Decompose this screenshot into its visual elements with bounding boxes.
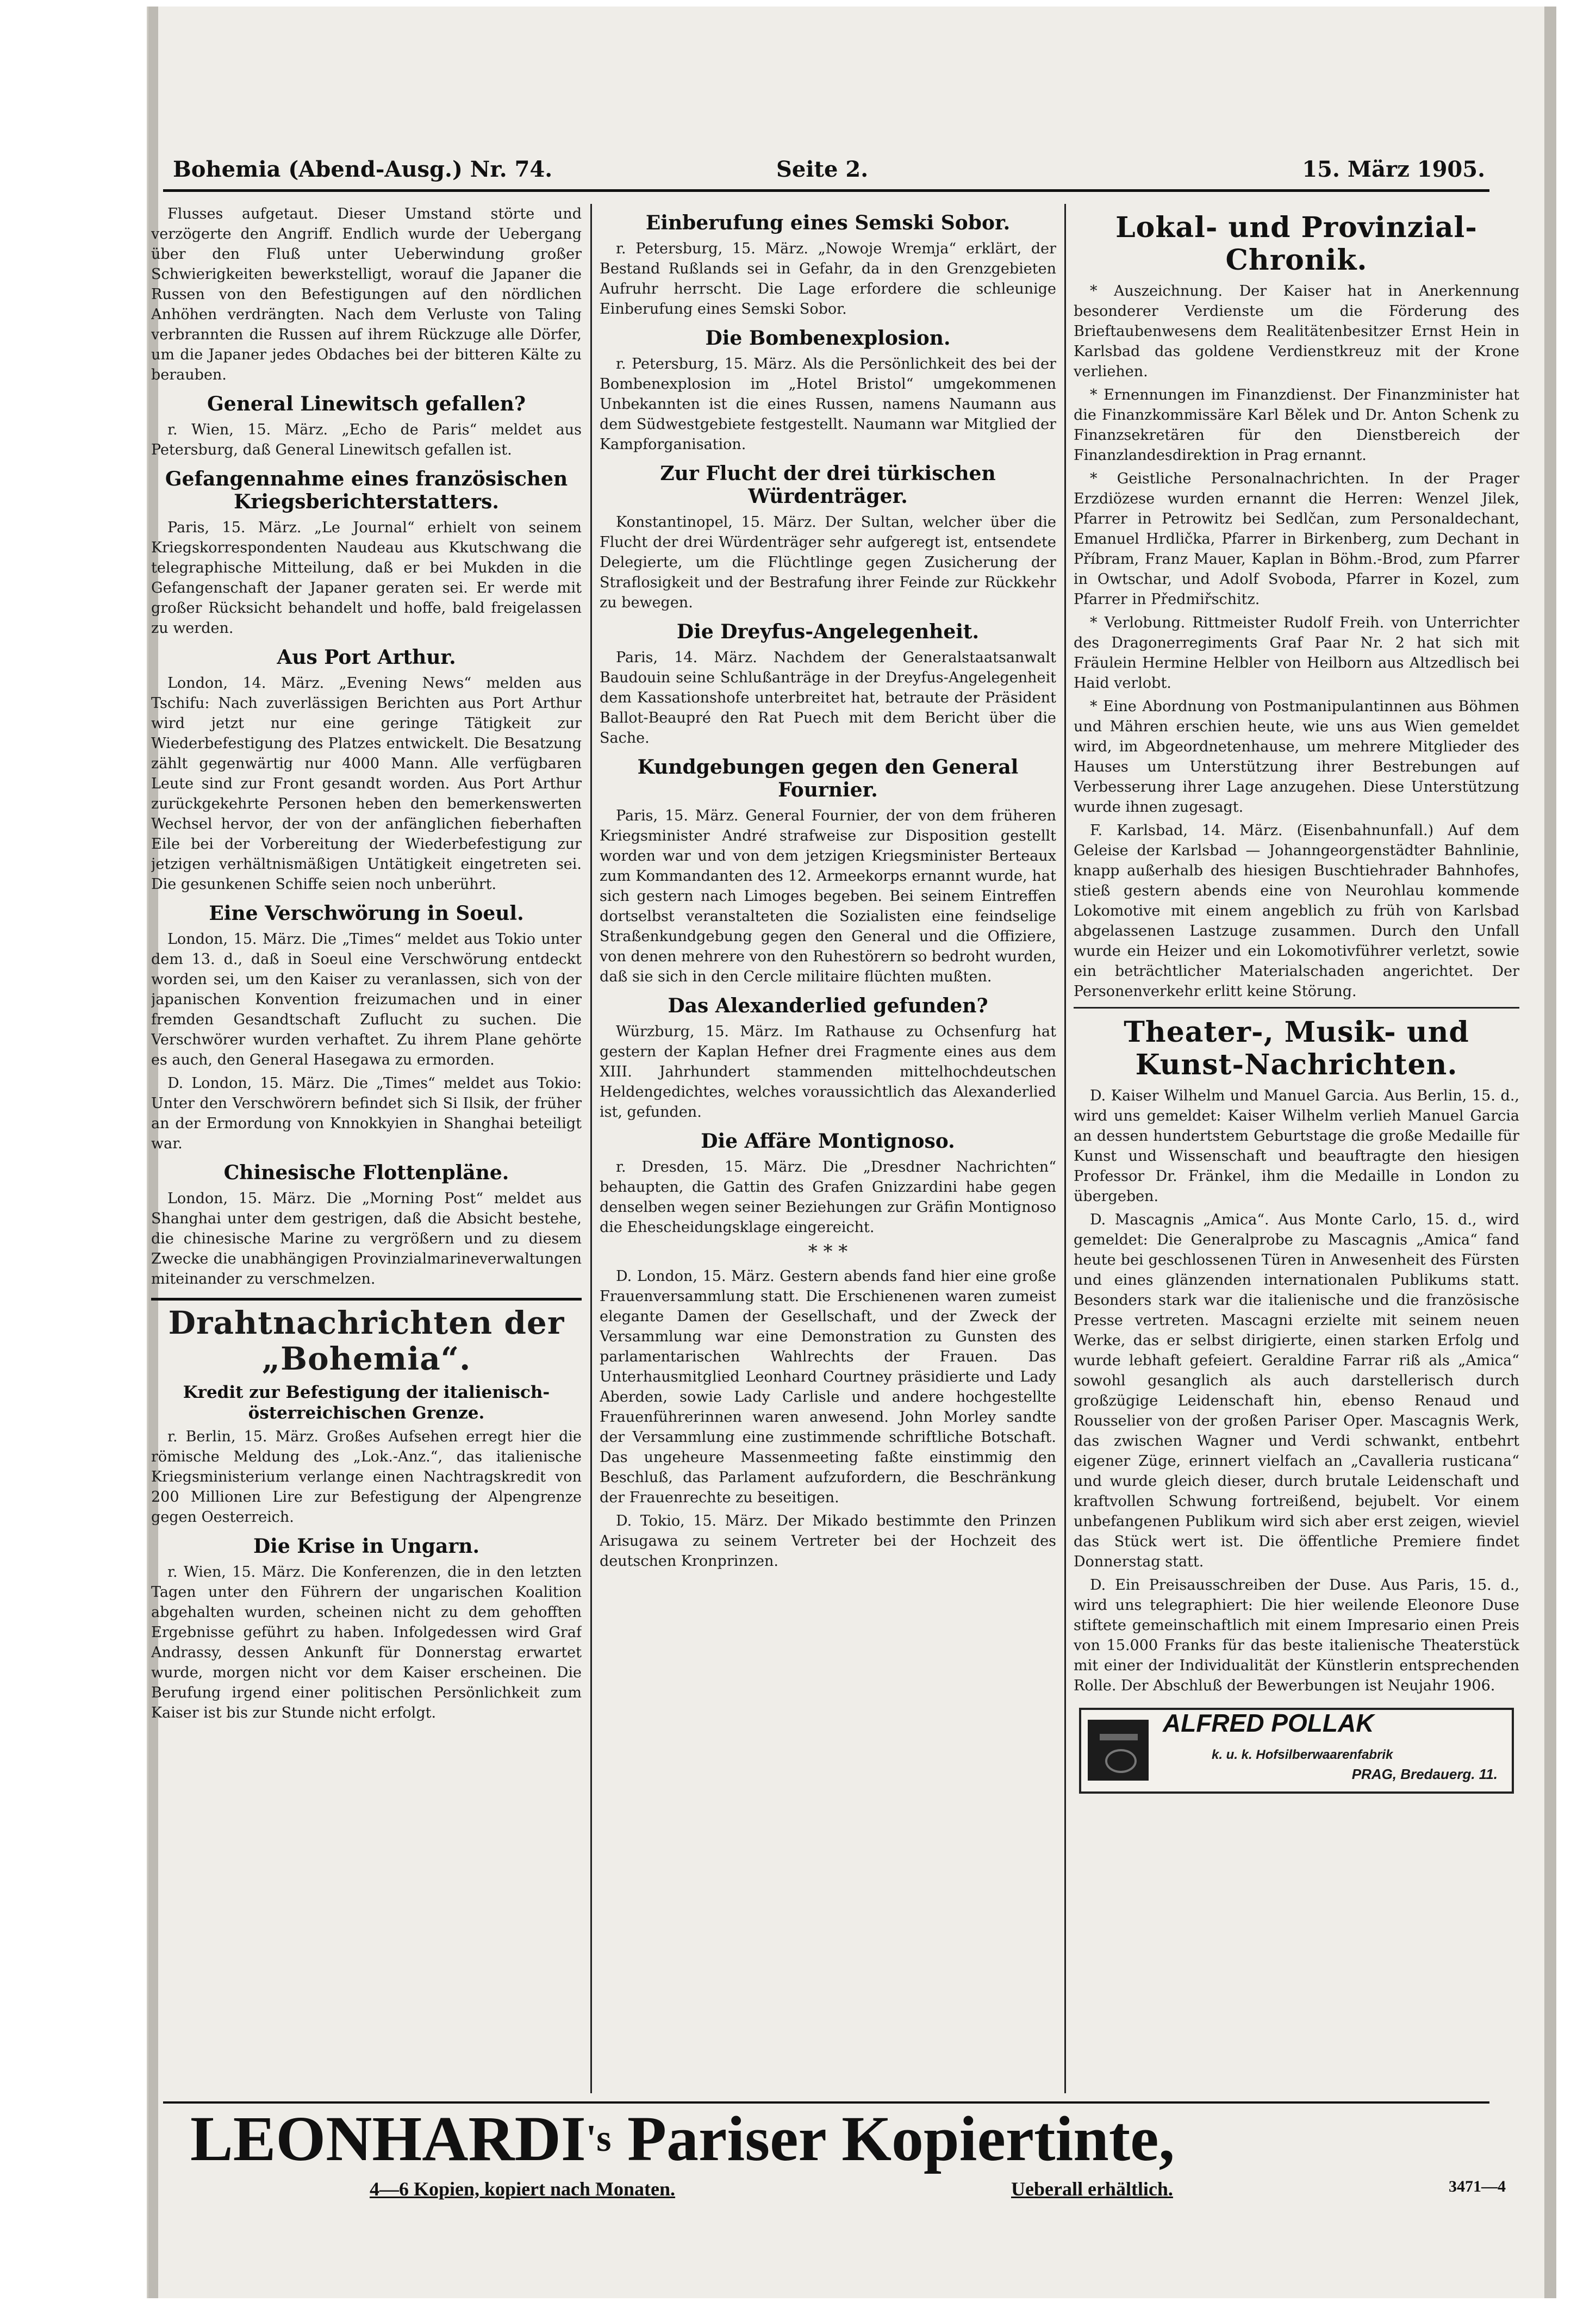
header-issue: Bohemia (Abend-Ausg.) Nr. 74. <box>173 157 553 182</box>
column-3 <box>1074 204 1519 2093</box>
banner-code: 3471—4 <box>1449 2178 1506 2195</box>
ad-firm-subtitle: k. u. k. Hofsilberwaarenfabrik <box>1212 1747 1393 1762</box>
article-text: London, 15. März. Die „Morning Post“ meldet aus Shanghai unter dem gestrigen, daß die Absicht bestehe, die chinesische Marine zu vergrößern und zu diesem Zwecke die unabhängigen Provinzialmarineverwaltungen miteinander zu verschmelzen. <box>151 1190 582 1287</box>
article-text: r. Wien, 15. März. Die Konferenzen, die in den letzten Tagen unter den Führern der ungarischen Koalition abgehalten wurden, scheinen nicht zu dem gehofften Ergebnisse geführt zu haben. Infolgedessen wird Graf Andrassy, dessen Ankunft für Donnerstag erwartet wurde, morgen nicht vor dem Kaiser erscheinen. Die Berufung irgend einer politischen Persönlichkeit zum Kaiser ist bis zur Stunde nicht erfolgt. <box>151 1564 582 1721</box>
ad-firm-name: ALFRED POLLAK <box>1163 1709 1374 1737</box>
article-heading: General Linewitsch gefallen? <box>207 393 526 415</box>
header-date: 15. März 1905. <box>1302 157 1485 182</box>
article-text: Paris, 15. März. „Le Journal“ erhielt von seinem Kriegskorrespondenten Naudeau aus Kkutschwang die telegraphische Mitteilung, daß er bei Mukden in die Gefangenschaft der Japaner geraten sei. Er werde mit großer Rücksicht behandelt und hoffe, bald freigelassen zu werden. <box>151 519 582 637</box>
section-title-lokal: Lokal- und Provinzial-Chronik. <box>1115 211 1477 277</box>
article-heading: Die Krise in Ungarn. <box>253 1535 480 1558</box>
banner-brand-suffix: 's <box>585 2118 612 2160</box>
article-text: * Verlobung. Rittmeister Rudolf Freih. von Unterrichter des Dragonerregiments Graf Paar Nr. 2 hat sich mit Fräulein Hermine Helbler von Heilborn aus Altzedlisch bei Haid verlobt. <box>1074 614 1519 692</box>
banner-claim: 4—6 Kopien, kopiert nach Monaten. <box>370 2178 676 2200</box>
section-rule <box>1074 1007 1519 1009</box>
article-text: D. London, 15. März. Die „Times“ meldet aus Tokio: Unter den Verschwörern befindet sich Si Ilsik, der früher an der Ermordung von Knnokkyien in Shanghai beteiligt war. <box>151 1075 582 1152</box>
column-rule <box>1064 204 1066 2093</box>
advertisement-pollak <box>1079 1708 1514 1794</box>
article-text: * Eine Abordnung von Postmanipulantinnen aus Böhmen und Mähren erschien heute, wie uns aus Wien gemeldet wird, im Abgeordnetenhause, um mehrere Mitglieder des Hauses um Unterstützung ihrer Bestrebungen auf Verbesserung ihrer Lage anzugehen. Diese Unterstützung wurde ihnen zugesagt. <box>1074 698 1519 816</box>
article-text: London, 15. März. Die „Times“ meldet aus Tokio unter dem 13. d., daß in Soeul eine Verschwörung entdeckt worden sei, um den Kaiser zu veranlassen, sich von der japanischen Konvention freizumachen und in einer fremden Gesandtschaft Zuflucht zu suchen. Die Verschwörer wurden verhaftet. Zu ihrem Plane gehörte es auch, den General Hasegawa zu ermorden. <box>151 931 582 1068</box>
article-heading: Das Alexanderlied gefunden? <box>668 994 988 1017</box>
section-divider-stars: * * * <box>808 1241 848 1262</box>
header-page-number: Seite 2. <box>776 157 869 182</box>
advertisement-banner <box>190 2103 1495 2175</box>
article-text: Paris, 15. März. General Fournier, der von dem früheren Kriegsminister André strafweise zur Disposition gestellt worden war und von dem jetzigen Kriegsminister Berteaux zum Kommandanten des 12. Armeekorps ernannt wurde, hat sich gestern nach Limoges begeben. Bei seinem Eintreffen dortselbst veranstalteten die Sozialisten eine feindselige Straßenkundgebung gegen den General und die Offiziere, von denen mehrere von den Ruhestörern so bedroht wurden, daß sie sich in den Cercle militaire flüchten mußten. <box>600 807 1056 985</box>
article-heading: Die Affäre Montignoso. <box>701 1130 955 1153</box>
article-heading: Gefangennahme eines französischen Kriegsberichterstatters. <box>165 468 568 513</box>
article-text: F. Karlsbad, 14. März. (Eisenbahnunfall.) Auf dem Geleise der Karlsbad — Johanngeorgenstädter Bahnlinie, knapp außerhalb des hiesigen Buschtiehrader Bahnhofes, stieß gestern abends eine von Neurohlau kommende Lokomotive mit einem angeblich zu früh von Karlsbad abgelassenen Lastzuge zusammen. Durch den Unfall wurde ein Heizer und ein Lokomotivführer verletzt, sowie ein beträchtlicher Materialschaden angerichtet. Der Personenverkehr erlitt keine Störung. <box>1074 822 1519 1000</box>
article-heading: Die Bombenexplosion. <box>705 327 951 350</box>
article-text: r. Petersburg, 15. März. Als die Persönlichkeit des bei der Bombenexplosion im „Hotel Bristol“ umgekommenen Unbekannten ist die eines Russen, namens Naumann aus dem Südwestgebiete festgestellt. Naumann war Mitglied der Kampforganisation. <box>600 356 1056 453</box>
page-header <box>173 157 1485 189</box>
article-text: * Ernennungen im Finanzdienst. Der Finanzminister hat die Finanzkommissäre Karl Bělek und Dr. Anton Schenk zu Finanzsekretären für den Dienstbereich der Finanzlandesdirektion in Prag ernannt. <box>1074 387 1519 464</box>
column-2 <box>600 204 1056 2093</box>
article-text: Flusses aufgetaut. Dieser Umstand störte und verzögerte den Angriff. Endlich wurde der Uebergang über den Fluß unter Ueberwindung großer Schwierigkeiten bewerkstelligt, worauf die Japaner die Russen von den Befestigungen auf den nördlichen Anhöhen verdrängten. Nach dem Verluste von Taling verbrannten die Russen auf ihrem Rückzuge alle Dörfer, um die Japaner jedes Obdaches bei der bitteren Kälte zu berauben. <box>151 206 582 383</box>
section-title-drahtnachrichten: Drahtnachrichten der „Bohemia“. <box>151 1298 582 1377</box>
article-text: r. Petersburg, 15. März. „Nowoje Wremja“ erklärt, der Bestand Rußlands sei in Gefahr, da in den Grenzgebieten Aufruhr herrscht. Die Lage erfordere die schleunige Einberufung eines Semski Sobor. <box>600 240 1056 318</box>
article-text: London, 14. März. „Evening News“ melden aus Tschifu: Nach zuverlässigen Berichten aus Port Arthur wird jetzt nur eine geringe Tätigkeit zur Wiederbefestigung des Platzes entwickelt. Die Besatzung zählt gegenwärtig nur 4000 Mann. Alle verfügbaren Leute sind zur Front gesandt worden. Aus Port Arthur zurückgekehrte Personen heben den bemerkenswerten Wechsel hervor, der von der anfänglichen fieberhaften Eile bei der Vorbereitung der Wiederbefestigung zur jetzigen verhältnismäßigen Untätigkeit eingetreten sei. Die gesunkenen Schiffe seien noch unberührt. <box>151 675 582 893</box>
article-text: * Auszeichnung. Der Kaiser hat in Anerkennung besonderer Verdienste um die Förderung des Brieftaubenwesens dem Realitätenbesitzer Ernst Hein in Karlsbad das goldene Verdienstkreuz mit der Krone verliehen. <box>1074 283 1519 380</box>
article-heading: Einberufung eines Semski Sobor. <box>645 211 1011 234</box>
article-text: D. Tokio, 15. März. Der Mikado bestimmte den Prinzen Arisugawa zu seinem Vertreter bei der Hochzeit des deutschen Kronprinzen. <box>600 1513 1056 1570</box>
article-text: Paris, 14. März. Nachdem der Generalstaatsanwalt Baudouin seine Schlußanträge in der Dreyfus-Angelegenheit dem Kassationshofe unterbreitet hat, betraute der Präsident Ballot-Beaupré den Rat Puech mit dem Bericht über die Sache. <box>600 649 1056 746</box>
article-heading: Kredit zur Befestigung der italienisch-österreichischen Grenze. <box>183 1383 550 1423</box>
banner-product: Pariser Kopiertinte, <box>611 2103 1175 2174</box>
banner-availability: Ueberall erhältlich. <box>1011 2178 1173 2200</box>
article-text: Konstantinopel, 15. März. Der Sultan, welcher über die Flucht der drei Würdenträger sehr aufgeregt ist, entsendete Delegierte, um die Flüchtlinge gegen Zusicherung der Straflosigkeit und der Bestrafung ihrer Feinde zur Rückkehr zu bewegen. <box>600 514 1056 611</box>
article-text: D. Mascagnis „Amica“. Aus Monte Carlo, 15. d., wird gemeldet: Die Generalprobe zu Mascagnis „Amica“ fand heute bei geschlossenen Türen in Anwesenheit des Fürsten und eines glänzenden internationalen Publikums statt. Besonders stark war die italienische und die französische Presse vertreten. Mascagni erzielte mit seinem neuen Werke, das er selbst dirigierte, einen starken Erfolg und wurde lebhaft gefeiert. Geraldine Farrar riß als „Amica“ sowohl gesanglich als auch darstellerisch durch großzügige Leidenschaft hin, ebenso Renaud und Rousselier von der großen Pariser Oper. Mascagnis Werk, das zwischen Wagner und Verdi schwankt, entbehrt eigener Züge, erinnert vielfach an „Cavalleria rusticana“ und wurde gleich dieser, durch brutale Leidenschaft und kraftvollen Schwung fortreißend, bejubelt. Vor einem unbefangenen Publikum wird sich aber erst zeigen, wieviel das Stück wert ist. Die öffentliche Premiere findet Donnerstag statt. <box>1074 1211 1519 1570</box>
ad-firm-address: PRAG, Bredauerg. 11. <box>1351 1766 1498 1782</box>
article-heading: Die Dreyfus-Angelegenheit. <box>676 620 980 643</box>
article-text: Würzburg, 15. März. Im Rathause zu Ochsenfurg hat gestern der Kaplan Hefner drei Fragmente eines aus dem XIII. Jahrhundert stammenden mittelhochdeutschen Heldengedichtes, welches voraussichtlich das Alexanderlied ist, gefunden. <box>600 1023 1056 1121</box>
article-text: r. Dresden, 15. März. Die „Dresdner Nachrichten“ behaupten, die Gattin des Grafen Gnizzardini habe gegen denselben wegen seiner Beziehungen zur Gräfin Montignoso die Ehescheidungsklage eingereicht. <box>600 1159 1056 1236</box>
article-text: * Geistliche Personalnachrichten. In der Prager Erzdiözese wurden ernannt die Herren: Wenzel Jilek, Pfarrer in Petrowitz bei Sedlčan, zum Personaldechant, Emanuel Hrdlička, Pfarrer in Birkenberg, zum Dechant in Příbram, Franz Mauer, Kaplan in Böhm.-Brod, zum Pfarrer in Owtschar, und Adolf Svoboda, Pfarrer in Kozel, zum Pfarrer in Předmiřschitz. <box>1074 470 1519 608</box>
article-text: D. Kaiser Wilhelm und Manuel Garcia. Aus Berlin, 15. d., wird uns gemeldet: Kaiser Wilhelm verlieh Manuel Garcia an dessen hundertstem Geburtstage die große Medaille für Kunst und Wissenschaft und beauftragte den hiesigen Professor Dr. Fränkel, ihm die Medaille in London zu übergeben. <box>1074 1087 1519 1205</box>
article-heading: Eine Verschwörung in Soeul. <box>209 902 524 925</box>
header-rule <box>163 189 1489 192</box>
article-heading: Aus Port Arthur. <box>277 646 456 669</box>
seal-icon <box>1088 1720 1149 1781</box>
column-1 <box>151 204 582 2093</box>
article-text: D. London, 15. März. Gestern abends fand hier eine große Frauenversammlung statt. Die Erschienenen waren zumeist elegante Damen der Gesellschaft, und der Zweck der Versammlung war eine Demonstration zu Gunsten des parlamentarischen Wahlrechts der Frauen. Das Unterhausmitglied Leonhard Courtney präsidierte und Lady Aberden, sowie Lady Carlisle und andere hochgestellte Frauenführerinnen waren anwesend. John Morley sandte der Versammlung eine zustimmende schriftliche Botschaft. Das ungeheure Massenmeeting faßte einstimmig den Beschluß, das Parlament aufzufordern, die Beschränkung der Frauenrechte zu beseitigen. <box>600 1268 1056 1506</box>
column-rule <box>590 204 592 2093</box>
article-text: r. Berlin, 15. März. Großes Aufsehen erregt hier die römische Meldung des „Lok.-Anz.“, das italienische Kriegsministerium verlange einen Nachtragskredit von 200 Millionen Lire zur Befestigung der Alpengrenze gegen Oesterreich. <box>151 1428 582 1526</box>
scan-edge-right <box>1544 7 1556 2298</box>
article-heading: Zur Flucht der drei türkischen Würdenträger. <box>660 462 996 508</box>
article-heading: Kundgebungen gegen den General Fournier. <box>637 756 1019 801</box>
article-text: D. Ein Preisausschreiben der Duse. Aus Paris, 15. d., wird uns telegraphiert: Die hier weilende Eleonore Duse stiftete gemeinschaftlich mit einem Impresario einen Preis von 15.000 Franks für das beste italienische Theaterstück mit einer der Individualität der Künstlerin entsprechenden Rolle. Der Abschluß der Bewerbungen ist Neujahr 1906. <box>1074 1577 1519 1694</box>
article-text: r. Wien, 15. März. „Echo de Paris“ meldet aus Petersburg, daß General Linewitsch gefallen ist. <box>151 421 582 458</box>
banner-brand: LEONHARDI <box>190 2103 586 2174</box>
section-title-theater: Theater-, Musik- und Kunst-Nachrichten. <box>1124 1016 1469 1081</box>
article-heading: Chinesische Flottenpläne. <box>223 1161 509 1184</box>
